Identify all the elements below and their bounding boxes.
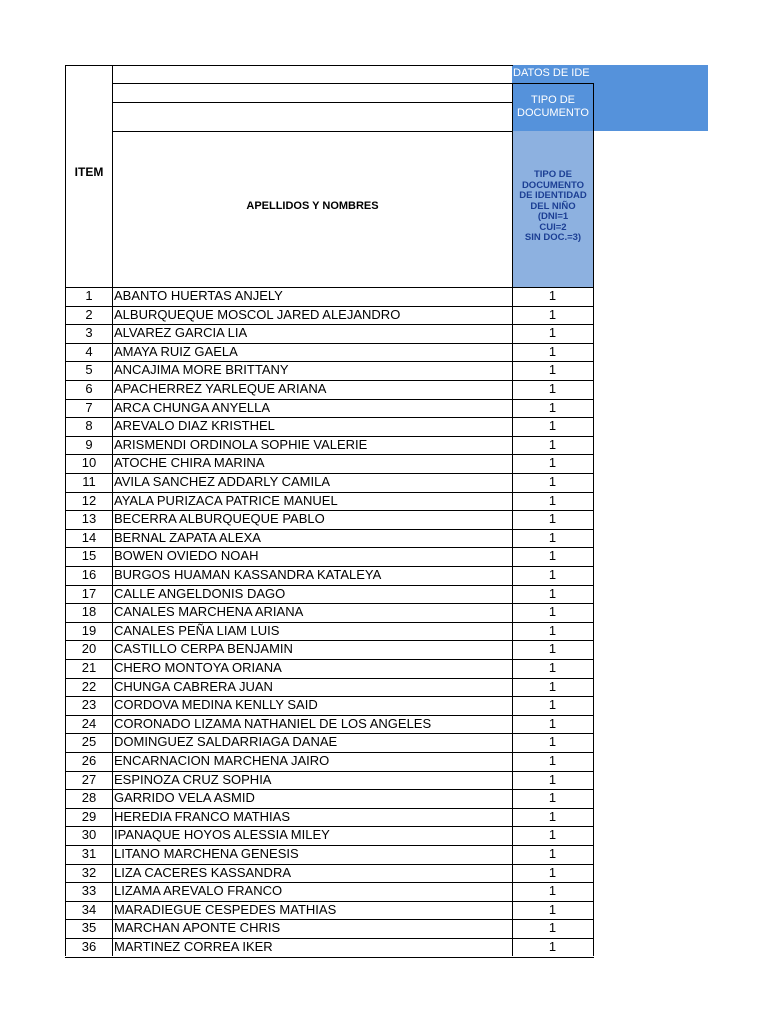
item-number-cell: 4 [85, 344, 93, 359]
document-type-cell: 1 [548, 883, 557, 898]
item-column-header: ITEM [74, 165, 104, 179]
item-number-cell: 10 [81, 455, 97, 470]
student-name-cell: HEREDIA FRANCO MATHIAS [114, 809, 291, 824]
item-number-cell: 3 [85, 325, 93, 340]
student-name-cell: DOMINGUEZ SALDARRIAGA DANAE [114, 734, 338, 749]
document-type-cell: 1 [548, 437, 557, 452]
document-type-cell: 1 [548, 493, 557, 508]
grid-line [512, 287, 513, 956]
document-type-cell: 1 [548, 474, 557, 489]
student-name-cell: LIZAMA AREVALO FRANCO [114, 883, 283, 898]
grid-line [112, 83, 512, 84]
tipo-doc-detail-line: DEL NIÑO [530, 200, 576, 212]
header-datos-label: DATOS DE IDE [513, 67, 590, 79]
student-name-cell: LITANO MARCHENA GENESIS [114, 846, 299, 861]
student-name-cell: MARADIEGUE CESPEDES MATHIAS [114, 902, 337, 917]
document-type-cell: 1 [548, 939, 557, 954]
document-type-cell: 1 [548, 734, 557, 749]
item-number-cell: 24 [81, 716, 97, 731]
item-number-cell: 35 [81, 920, 97, 935]
item-number-cell: 27 [81, 772, 97, 787]
student-name-cell: ABANTO HUERTAS ANJELY [114, 288, 283, 303]
item-number-cell: 13 [81, 511, 97, 526]
document-type-cell: 1 [548, 641, 557, 656]
student-name-cell: CASTILLO CERPA BENJAMIN [114, 641, 293, 656]
grid-line [65, 65, 66, 956]
student-name-cell: CHUNGA CABRERA JUAN [114, 679, 273, 694]
item-number-cell: 25 [81, 734, 97, 749]
student-name-cell: CANALES PEÑA LIAM LUIS [114, 623, 280, 638]
document-type-cell: 1 [548, 362, 557, 377]
student-name-cell: CANALES MARCHENA ARIANA [114, 604, 304, 619]
student-name-cell: LIZA CACERES KASSANDRA [114, 865, 291, 880]
student-name-cell: ALBURQUEQUE MOSCOL JARED ALEJANDRO [114, 307, 401, 322]
item-number-cell: 36 [81, 939, 97, 954]
document-type-cell: 1 [548, 902, 557, 917]
item-number-cell: 29 [81, 809, 97, 824]
grid-line [112, 65, 113, 956]
document-type-cell: 1 [548, 455, 557, 470]
student-name-cell: CORDOVA MEDINA KENLLY SAID [114, 697, 318, 712]
item-number-cell: 2 [85, 307, 93, 322]
item-number-cell: 31 [81, 846, 97, 861]
tipo-doc-detail-line: (DNI=1 [537, 211, 569, 222]
student-name-cell: AREVALO DIAZ KRISTHEL [114, 418, 275, 433]
document-type-cell: 1 [548, 548, 557, 563]
student-name-cell: BECERRA ALBURQUEQUE PABLO [114, 511, 325, 526]
header-tipo-documento: TIPO DE DOCUMENTO [517, 94, 589, 119]
item-number-cell: 18 [81, 604, 97, 619]
student-name-cell: CORONADO LIZAMA NATHANIEL DE LOS ANGELES [114, 716, 432, 731]
student-name-cell: BOWEN OVIEDO NOAH [114, 548, 259, 563]
item-number-cell: 8 [85, 418, 93, 433]
student-name-cell: ESPINOZA CRUZ SOPHIA [114, 772, 272, 787]
document-type-cell: 1 [548, 753, 557, 768]
student-name-cell: ALVAREZ GARCIA LIA [114, 325, 248, 340]
row-divider [65, 957, 594, 958]
document-type-cell: 1 [548, 865, 557, 880]
student-name-cell: MARCHAN APONTE CHRIS [114, 920, 281, 935]
student-name-cell: CALLE ANGELDONIS DAGO [114, 586, 286, 601]
grid-line [65, 65, 513, 66]
item-number-cell: 23 [81, 697, 97, 712]
student-name-cell: ARCA CHUNGA ANYELLA [114, 400, 271, 415]
document-type-cell: 1 [548, 809, 557, 824]
item-number-cell: 14 [81, 530, 97, 545]
item-number-cell: 32 [81, 865, 97, 880]
student-name-cell: ATOCHE CHIRA MARINA [114, 455, 265, 470]
item-number-cell: 17 [81, 586, 97, 601]
document-type-cell: 1 [548, 418, 557, 433]
item-number-cell: 34 [81, 902, 97, 917]
document-type-cell: 1 [548, 344, 557, 359]
student-name-cell: ENCARNACION MARCHENA JAIRO [114, 753, 330, 768]
tipo-doc-detail-line: SIN DOC.=3) [524, 232, 582, 243]
document-type-cell: 1 [548, 604, 557, 619]
student-name-cell: ANCAJIMA MORE BRITTANY [114, 362, 289, 377]
item-number-cell: 12 [81, 493, 97, 508]
item-number-cell: 26 [81, 753, 97, 768]
grid-line [593, 83, 594, 287]
item-number-cell: 1 [85, 288, 93, 303]
student-name-cell: ARISMENDI ORDINOLA SOPHIE VALERIE [114, 437, 368, 452]
student-name-cell: AVILA SANCHEZ ADDARLY CAMILA [114, 474, 331, 489]
names-column-header: APELLIDOS Y NOMBRES [246, 200, 379, 212]
document-type-cell: 1 [548, 827, 557, 842]
document-type-cell: 1 [548, 325, 557, 340]
document-type-cell: 1 [548, 400, 557, 415]
student-name-cell: GARRIDO VELA ASMID [114, 790, 255, 805]
item-number-cell: 28 [81, 790, 97, 805]
document-type-cell: 1 [548, 679, 557, 694]
item-number-cell: 15 [81, 548, 97, 563]
item-number-cell: 20 [81, 641, 97, 656]
tipo-doc-detail-line: DOCUMENTO [521, 179, 585, 191]
student-name-cell: IPANAQUE HOYOS ALESSIA MILEY [114, 827, 330, 842]
student-name-cell: BURGOS HUAMAN KASSANDRA KATALEYA [114, 567, 382, 582]
grid-line [112, 102, 512, 103]
document-type-cell: 1 [548, 790, 557, 805]
item-number-cell: 5 [85, 362, 93, 377]
document-type-cell: 1 [548, 846, 557, 861]
student-name-cell: AYALA PURIZACA PATRICE MANUEL [114, 493, 338, 508]
item-number-cell: 21 [81, 660, 97, 675]
document-type-cell: 1 [548, 381, 557, 396]
item-number-cell: 22 [81, 679, 97, 694]
item-number-cell: 7 [85, 400, 93, 415]
item-number-cell: 16 [81, 567, 97, 582]
document-type-cell: 1 [548, 288, 557, 303]
document-type-cell: 1 [548, 697, 557, 712]
item-number-cell: 9 [85, 437, 93, 452]
student-name-cell: CHERO MONTOYA ORIANA [114, 660, 282, 675]
tipo-doc-detail-line: TIPO DE [533, 169, 572, 180]
document-type-cell: 1 [548, 920, 557, 935]
grid-line [593, 287, 594, 956]
student-name-cell: APACHERREZ YARLEQUE ARIANA [114, 381, 327, 396]
document-type-cell: 1 [548, 307, 557, 322]
document-type-cell: 1 [548, 660, 557, 675]
student-name-cell: AMAYA RUIZ GAELA [114, 344, 238, 359]
document-type-cell: 1 [548, 530, 557, 545]
student-name-cell: MARTINEZ CORREA IKER [114, 939, 273, 954]
item-number-cell: 30 [81, 827, 97, 842]
grid-line [512, 83, 594, 84]
grid-line [112, 131, 512, 132]
student-name-cell: BERNAL ZAPATA ALEXA [114, 530, 261, 545]
item-number-cell: 19 [81, 623, 97, 638]
document-type-cell: 1 [548, 772, 557, 787]
grid-line [512, 83, 513, 287]
item-number-cell: 33 [81, 883, 97, 898]
document-type-cell: 1 [548, 511, 557, 526]
item-number-cell: 11 [82, 474, 96, 489]
item-number-cell: 6 [85, 381, 93, 396]
tipo-doc-detail-line: CUI=2 [539, 221, 567, 233]
document-type-cell: 1 [548, 623, 557, 638]
document-type-cell: 1 [548, 716, 557, 731]
tipo-doc-detail-line: DE IDENTIDAD [519, 190, 587, 201]
document-type-cell: 1 [548, 586, 557, 601]
document-type-cell: 1 [548, 567, 557, 582]
header-tipo-documento-detail [512, 170, 594, 244]
